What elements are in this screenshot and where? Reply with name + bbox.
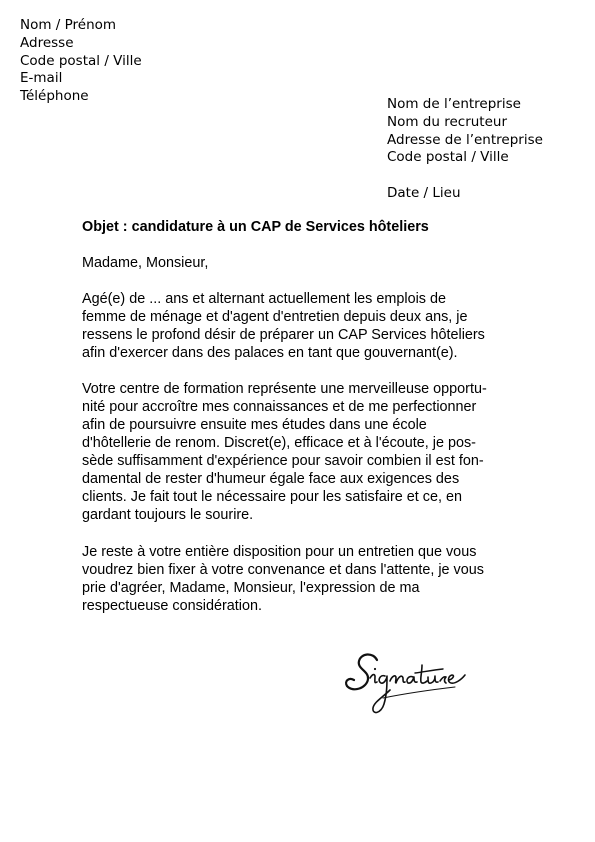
paragraph-line: gardant toujours le sourire. <box>82 507 254 523</box>
paragraph-line: d'hôtellerie de renom. Discret(e), efficace et à l'écoute, je pos- <box>82 435 476 451</box>
paragraph-line: prie d'agréer, Madame, Monsieur, l'expression de ma <box>82 580 420 596</box>
recipient-recruiter: Nom du recruteur <box>387 113 508 130</box>
paragraph-motivation <box>82 380 522 524</box>
paragraph-line: femme de ménage et d'agent d'entretien depuis deux ans, je <box>82 309 468 325</box>
paragraph-line: Agé(e) de ... ans et alternant actuellement les emplois de <box>82 291 446 307</box>
sender-email: E-mail <box>20 70 63 87</box>
recipient-block <box>387 96 543 203</box>
handwritten-signature <box>343 648 493 720</box>
paragraph-line: Je reste à votre entière disposition pour un entretien que vous <box>82 544 477 560</box>
recipient-address: Adresse de l’entreprise <box>387 131 543 148</box>
paragraph-line: Votre centre de formation représente une merveilleuse opportu- <box>82 381 487 397</box>
date-place: Date / Lieu <box>387 184 461 201</box>
recipient-company: Nom de l’entreprise <box>387 96 521 112</box>
paragraph-line: afin de poursuivre ensuite mes études dans une école <box>82 417 427 433</box>
paragraph-line: clients. Je fait tout le nécessaire pour les satisfaire et ce, en <box>82 489 462 505</box>
sender-postal-city: Code postal / Ville <box>20 52 142 69</box>
paragraph-line: voudrez bien fixer à votre convenance et dans l'attente, je vous <box>82 562 484 578</box>
paragraph-line: sède suffisamment d'expérience pour savoir combien il est fon- <box>82 453 484 469</box>
sender-block <box>20 17 142 106</box>
paragraph-line: respectueuse considération. <box>82 598 262 614</box>
paragraph-line: damental de rester d'humeur égale face aux exigences des <box>82 471 460 487</box>
paragraph-intro <box>82 290 522 362</box>
letter-subject: Objet : candidature à un CAP de Services hôteliers <box>82 219 429 235</box>
sender-address: Adresse <box>20 34 74 51</box>
letter-salutation: Madame, Monsieur, <box>82 255 209 271</box>
paragraph-line: nité pour accroître mes connaissances et de me perfectionner <box>82 399 477 415</box>
sender-phone: Téléphone <box>20 88 89 105</box>
paragraph-line: ressens le profond désir de préparer un CAP Services hôteliers <box>82 327 485 343</box>
sender-name: Nom / Prénom <box>20 17 117 33</box>
recipient-postal-city: Code postal / Ville <box>387 149 509 166</box>
paragraph-line: afin d'exercer dans des palaces en tant que gouvernant(e). <box>82 345 458 361</box>
paragraph-closing <box>82 543 522 615</box>
